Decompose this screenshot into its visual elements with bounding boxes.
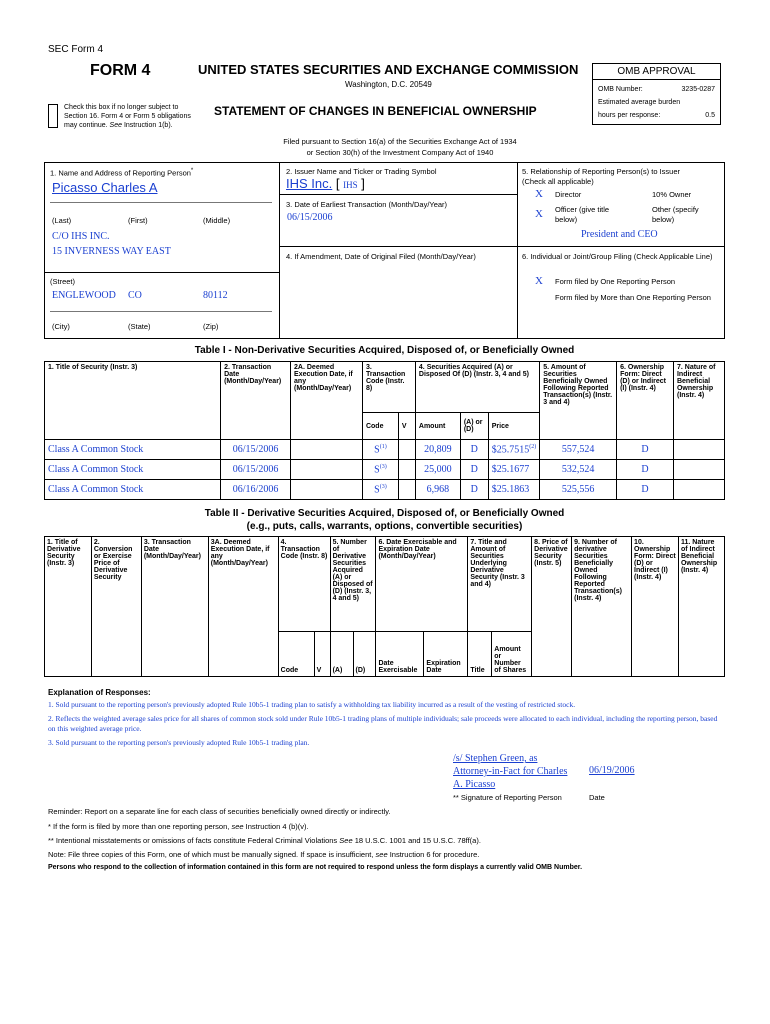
- t1-row-amount: 25,000: [415, 460, 460, 480]
- t1-row-ad: D: [460, 440, 488, 460]
- officer-label: Officer (give title below): [555, 205, 610, 224]
- t2-h-form: 10. Ownership Form: Direct (D) or Indirect (I) (Instr. 4): [632, 537, 679, 677]
- omb-burden-label: Estimated average burden: [598, 99, 681, 106]
- multi-person-label: Form filed by More than One Reporting Person: [555, 293, 711, 302]
- city-label: (City): [52, 322, 70, 331]
- agency-title: UNITED STATES SECURITIES AND EXCHANGE COMMISSION: [198, 62, 579, 77]
- footnote-2: 2. Reflects the weighted average sales price for all shares of common stock sold under Rule 10b5-1 trading plans of multiple individuals; sale proceeds were allocated to each individual, including the reporting person, based on this weighted average price.: [48, 714, 718, 733]
- t1-row-form: D: [617, 440, 674, 460]
- t1-h-title: 1. Title of Security (Instr. 3): [45, 362, 221, 440]
- double-star-note: ** Intentional misstatements or omissions of facts constitute Federal Criminal Violations See 18 U.S.C. 1001 and 15 U.S.C. 78ff(a).: [48, 836, 481, 845]
- signature-value: /s/ Stephen Green, as Attorney-in-Fact for Charles A. Picasso: [453, 753, 568, 790]
- t2-h-v-sub: V: [314, 632, 330, 677]
- omb-number-value: 3235-0287: [681, 86, 715, 93]
- t1-h-form: 6. Ownership Form: Direct (D) or Indirect (I) (Instr. 4): [617, 362, 674, 440]
- t1-row-amount: 20,809: [415, 440, 460, 460]
- issuer-ticker: IHS: [343, 180, 358, 190]
- t1-row-owned: 525,556: [540, 480, 617, 500]
- t2-h-title: 1. Title of Derivative Security (Instr. 3): [45, 537, 92, 677]
- agency-city: Washington, D.C. 20549: [345, 80, 432, 89]
- t2-h-shares-sub: Amount or Number of Shares: [492, 632, 532, 677]
- table1-title: Table I - Non-Derivative Securities Acquired, Disposed of, or Beneficially Owned: [194, 345, 575, 356]
- omb-hours-value: 0.5: [705, 112, 715, 119]
- t1-h-v-sub: V: [398, 413, 415, 440]
- t2-h-underlying: 7. Title and Amount of Securities Underlying Derivative Security (Instr. 3 and 4): [468, 537, 532, 632]
- table2: [44, 536, 725, 677]
- t1-h-owned: 5. Amount of Securities Beneficially Owned Following Reported Transaction(s) (Instr. 3 and 4): [540, 362, 617, 440]
- t1-row-code: $S^{(3)}$: [362, 480, 398, 500]
- omb-title: OMB APPROVAL: [593, 64, 720, 80]
- t1-h-price-sub: Price: [488, 413, 540, 440]
- zip-label: (Zip): [203, 322, 219, 331]
- t2-h-number: 5. Number of Derivative Securities Acquired (A) or Disposed of (D) (Instr. 3, 4 and 5): [330, 537, 376, 632]
- t1-row-title: Class A Common Stock: [45, 480, 221, 500]
- box2-label: 2. Issuer Name and Ticker or Trading Symbol: [286, 167, 437, 176]
- issuer-line: IHS Inc. [ IHS ]: [286, 176, 365, 191]
- t1-row-price: $25.1677: [488, 460, 540, 480]
- t1-h-amount-sub: Amount: [415, 413, 460, 440]
- t2-h-price: 8. Price of Derivative Security (Instr. 5): [532, 537, 572, 677]
- last-label: (Last): [52, 216, 72, 225]
- sec-form-label: SEC Form 4: [48, 44, 104, 55]
- signature-date: 06/19/2006: [589, 765, 635, 776]
- t1-row-form: D: [617, 460, 674, 480]
- t1-row-owned: 557,524: [540, 440, 617, 460]
- t1-row-ad: D: [460, 460, 488, 480]
- date-label: Date: [589, 793, 605, 802]
- other-label: Other (specify below): [652, 205, 699, 224]
- reporting-person-name[interactable]: Picasso Charles A: [52, 180, 158, 195]
- t2-h-conversion: 2. Conversion or Exercise Price of Derivative Security: [91, 537, 141, 677]
- form-title: FORM 4: [90, 62, 151, 79]
- t1-h-nature: 7. Nature of Indirect Beneficial Ownership (Instr. 4): [673, 362, 724, 440]
- t2-h-exercisable: 6. Date Exercisable and Expiration Date (Month/Day/Year): [376, 537, 468, 632]
- director-label: Director: [555, 190, 582, 199]
- issuer-name[interactable]: IHS Inc.: [286, 176, 333, 191]
- t1-h-code: 3. Transaction Code (Instr. 8): [362, 362, 415, 413]
- t1-h-code-sub: Code: [362, 413, 398, 440]
- box1-label: 1. Name and Address of Reporting Person*: [50, 168, 194, 178]
- t1-row-date: 06/15/2006: [221, 460, 291, 480]
- first-label: (First): [128, 216, 148, 225]
- box4-label: 4. If Amendment, Date of Original Filed (Month/Day/Year): [286, 252, 476, 261]
- state-label: (State): [128, 322, 151, 331]
- t2-h-nature: 11. Nature of Indirect Beneficial Ownership (Instr. 4): [678, 537, 724, 677]
- t2-h-date-ex-sub: Date Exercisable: [376, 632, 424, 677]
- table1: [44, 361, 725, 500]
- t2-h-a-sub: (A): [330, 632, 353, 677]
- table2-title: Table II - Derivative Securities Acquired, Disposed of, or Beneficially Owned (e.g., puts, calls, warrants, options, convertible securities): [204, 508, 565, 532]
- t2-h-d-sub: (D): [353, 632, 376, 677]
- middle-label: (Middle): [203, 216, 231, 225]
- t2-h-owned: 9. Number of derivative Securities Beneficially Owned Following Reported Transaction(s) (Instr. 4): [572, 537, 632, 677]
- t1-h-ad-sub: (A) or (D): [460, 413, 488, 440]
- no-longer-subject-checkbox[interactable]: [48, 104, 58, 128]
- t2-h-code: 4. Transaction Code (Instr. 8): [278, 537, 330, 632]
- officer-check[interactable]: X: [535, 208, 543, 220]
- t1-row-title: Class A Common Stock: [45, 440, 221, 460]
- one-person-label: Form filed by One Reporting Person: [555, 277, 676, 286]
- signature-label: ** Signature of Reporting Person: [453, 793, 562, 802]
- t1-row-title: Class A Common Stock: [45, 460, 221, 480]
- t2-h-date: 3. Transaction Date (Month/Day/Year): [141, 537, 208, 677]
- state-value: CO: [128, 290, 142, 301]
- table1-header-row: [45, 362, 725, 413]
- omb-hours-label: hours per response:: [598, 112, 661, 119]
- t1-h-acquired: 4. Securities Acquired (A) or Disposed Of (D) (Instr. 3, 4 and 5): [415, 362, 539, 413]
- city-value: ENGLEWOOD: [52, 290, 116, 301]
- star-note: * If the form is filed by more than one reporting person, see Instruction 4 (b)(v).: [48, 822, 309, 831]
- t1-row-price: $25.1863: [488, 480, 540, 500]
- one-person-check[interactable]: X: [535, 275, 543, 287]
- address-line-2: 15 INVERNESS WAY EAST: [52, 246, 171, 257]
- street-label: (Street): [50, 277, 76, 286]
- t1-row-date: 06/15/2006: [221, 440, 291, 460]
- t1-row-price: $25.7515$^{(2)}$: [488, 440, 540, 460]
- box6-label: 6. Individual or Joint/Group Filing (Check Applicable Line): [522, 252, 713, 261]
- t1-row-ad: D: [460, 480, 488, 500]
- t1-row-code: $S^{(3)}$: [362, 460, 398, 480]
- omb-approval-box: [592, 63, 721, 125]
- omb-number-label: OMB Number:: [598, 86, 643, 93]
- footnote-1: 1. Sold pursuant to the reporting person's previously adopted Rule 10b5-1 trading plan to satisfy a withholding tax liability incurred as a result of the vesting of restricted stock.: [48, 700, 576, 709]
- t2-h-deemed: 3A. Deemed Execution Date, if any (Month/Day/Year): [208, 537, 278, 677]
- box3-label: 3. Date of Earliest Transaction (Month/Day/Year): [286, 200, 448, 209]
- filed-pursuant: Filed pursuant to Section 16(a) of the Securities Exchange Act of 1934 or Section 30(h) of the Investment Company Act of 1940: [283, 137, 517, 157]
- t1-row-code: $S^{(1)}$: [362, 440, 398, 460]
- statement-title: STATEMENT OF CHANGES IN BENEFICIAL OWNERSHIP: [214, 104, 537, 118]
- ten-pct-owner-label: 10% Owner: [652, 190, 692, 199]
- omb-persons-note: Persons who respond to the collection of information contained in this form are not required to respond unless the form displays a currently valid OMB Number.: [48, 864, 583, 871]
- zip-value: 80112: [203, 290, 228, 301]
- t1-row-amount: 6,968: [415, 480, 460, 500]
- t2-h-code-sub: Code: [278, 632, 314, 677]
- t1-h-date: 2. Transaction Date (Month/Day/Year): [221, 362, 291, 440]
- t1-row-form: D: [617, 480, 674, 500]
- file-copies-note: Note: File three copies of this Form, one of which must be manually signed. If space is insufficient, see Instruction 6 for procedure.: [48, 850, 480, 859]
- checkbox-caption: Check this box if no longer subject to Section 16. Form 4 or Form 5 obligations may continue. See Instruction 1(b).: [64, 104, 191, 129]
- t1-row-owned: 532,524: [540, 460, 617, 480]
- address-line-1: C/O IHS INC.: [52, 231, 110, 242]
- table-row: [45, 440, 725, 460]
- director-check[interactable]: X: [535, 188, 543, 200]
- t2-h-exp-sub: Expiration Date: [424, 632, 468, 677]
- table2-header-row: [45, 537, 725, 632]
- t1-row-date: 06/16/2006: [221, 480, 291, 500]
- reminder-text: Reminder: Report on a separate line for each class of securities beneficially owned directly or indirectly.: [48, 807, 391, 816]
- officer-title: President and CEO: [581, 229, 658, 240]
- explanation-heading: Explanation of Responses:: [48, 688, 151, 697]
- table-row: [45, 480, 725, 500]
- t1-h-deemed: 2A. Deemed Execution Date, if any (Month/Day/Year): [291, 362, 363, 440]
- box5-label: 5. Relationship of Reporting Person(s) to Issuer (Check all applicable): [522, 167, 680, 186]
- footnote-3: 3. Sold pursuant to the reporting person's previously adopted Rule 10b5-1 trading plan.: [48, 738, 310, 747]
- table-row: [45, 460, 725, 480]
- earliest-transaction-date: 06/15/2006: [287, 212, 333, 223]
- t2-h-title-sub: Title: [468, 632, 492, 677]
